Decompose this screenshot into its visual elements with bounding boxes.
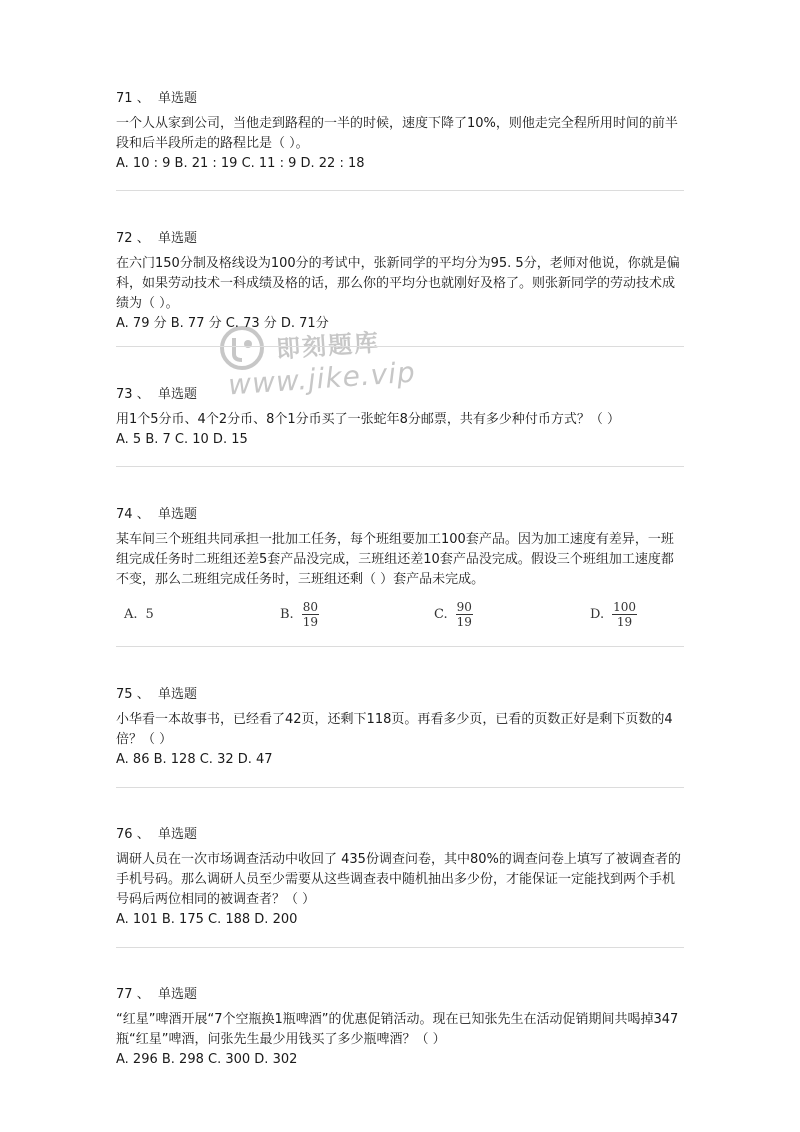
option-value: 5 (145, 606, 154, 622)
option-d (590, 596, 637, 632)
fraction-denominator: 19 (302, 614, 318, 629)
question-text: 用1个5分币、4个2分币、8个1分币买了一张蛇年8分邮票，共有多少种付币方式？（ ） (116, 412, 621, 427)
question-number: 75 (116, 687, 133, 702)
question-71 (116, 90, 686, 174)
fraction-numerator: 90 (456, 599, 472, 614)
watermark-brand-text: 即刻题库 (275, 328, 382, 364)
divider (116, 646, 684, 647)
fraction (302, 600, 319, 629)
options-image-row (116, 596, 686, 632)
question-type: 单选题 (157, 387, 197, 402)
question-options: A. 5 B. 7 C. 10 D. 15 (116, 432, 248, 447)
option-a (124, 596, 154, 632)
question-75 (116, 686, 686, 770)
question-type: 单选题 (157, 91, 197, 106)
question-text: 在六门150分制及格线设为100分的考试中，张新同学的平均分为95. 5分，老师对他说，你就是偏科，如果劳动技术一科成绩及格的话，那么你的平均分也就刚好及格了。则张新同学的劳动技术成绩为（ ）。 (116, 256, 680, 311)
question-72 (116, 230, 686, 334)
question-type: 单选题 (157, 231, 197, 246)
question-number: 76 (116, 827, 133, 842)
question-number: 71 (116, 91, 133, 106)
question-text: 某车间三个班组共同承担一批加工任务，每个班组要加工100套产品。因为加工速度有差异，一班组完成任务时二班组还差5套产品没完成，三班组还差10套产品没完成。假设三个班组加工速度都不变，那么二班组完成任务时，三班组还剩（ ）套产品未完成。 (116, 532, 674, 587)
question-options: A. 296 B. 298 C. 300 D. 302 (116, 1052, 298, 1067)
separator: 、 (136, 507, 150, 522)
question-options: A. 79 分 B. 77 分 C. 73 分 D. 71分 (116, 316, 329, 331)
separator: 、 (136, 987, 150, 1002)
divider (116, 947, 684, 948)
question-options: A. 101 B. 175 C. 188 D. 200 (116, 912, 298, 927)
separator: 、 (136, 827, 150, 842)
fraction-numerator: 80 (302, 599, 318, 614)
question-number: 77 (116, 987, 133, 1002)
question-type: 单选题 (157, 687, 197, 702)
question-77 (116, 986, 686, 1070)
question-text: 一个人从家到公司，当他走到路程的一半的时候，速度下降了10%，则他走完全程所用时间的前半段和后半段所走的路程比是（ ）。 (116, 116, 678, 151)
separator: 、 (136, 687, 150, 702)
question-type: 单选题 (157, 827, 197, 842)
question-header (116, 826, 686, 844)
watermark-url: www.jike.vip (227, 355, 417, 402)
option-c (434, 596, 473, 632)
question-header (116, 686, 686, 704)
divider (116, 346, 684, 347)
separator: 、 (136, 231, 150, 246)
divider (116, 466, 684, 467)
question-header (116, 90, 686, 108)
question-type: 单选题 (157, 987, 197, 1002)
question-text: “红星”啤酒开展“7个空瓶换1瓶啤酒”的优惠促销活动。现在已知张先生在活动促销期间共喝掉347瓶“红星”啤酒，问张先生最少用钱买了多少瓶啤酒？（ ） (116, 1012, 679, 1047)
question-number: 72 (116, 231, 133, 246)
question-header (116, 386, 686, 404)
fraction (612, 600, 637, 629)
question-header (116, 986, 686, 1004)
divider (116, 190, 684, 191)
question-number: 73 (116, 387, 133, 402)
fraction (456, 600, 473, 629)
fraction-denominator: 19 (456, 614, 472, 629)
question-76 (116, 826, 686, 930)
option-letter: C. (434, 606, 448, 622)
option-b (280, 596, 319, 632)
question-options: A. 10 : 9 B. 21 : 19 C. 11 : 9 D. 22 : 18 (116, 156, 365, 171)
question-74 (116, 506, 686, 590)
question-header (116, 230, 686, 248)
separator: 、 (136, 387, 150, 402)
option-letter: D. (590, 606, 605, 622)
question-type: 单选题 (157, 507, 197, 522)
question-options: A. 86 B. 128 C. 32 D. 47 (116, 752, 273, 767)
fraction-numerator: 100 (613, 599, 636, 614)
option-letter: A. (124, 606, 138, 622)
divider (116, 787, 684, 788)
question-number: 74 (116, 507, 133, 522)
question-73 (116, 386, 686, 450)
question-header (116, 506, 686, 524)
fraction-denominator: 19 (616, 614, 633, 629)
question-text: 小华看一本故事书，已经看了42页，还剩下118页。再看多少页，已看的页数正好是剩下页数的4倍？（ ） (116, 712, 673, 747)
option-letter: B. (280, 606, 294, 622)
question-text: 调研人员在一次市场调查活动中收回了 435份调查问卷，其中80%的调查问卷上填写了被调查者的手机号码。那么调研人员至少需要从这些调查表中随机抽出多少份，才能保证一定能找到两个手机号码后两位相同的被调查者？（ ） (116, 852, 681, 907)
separator: 、 (136, 91, 150, 106)
